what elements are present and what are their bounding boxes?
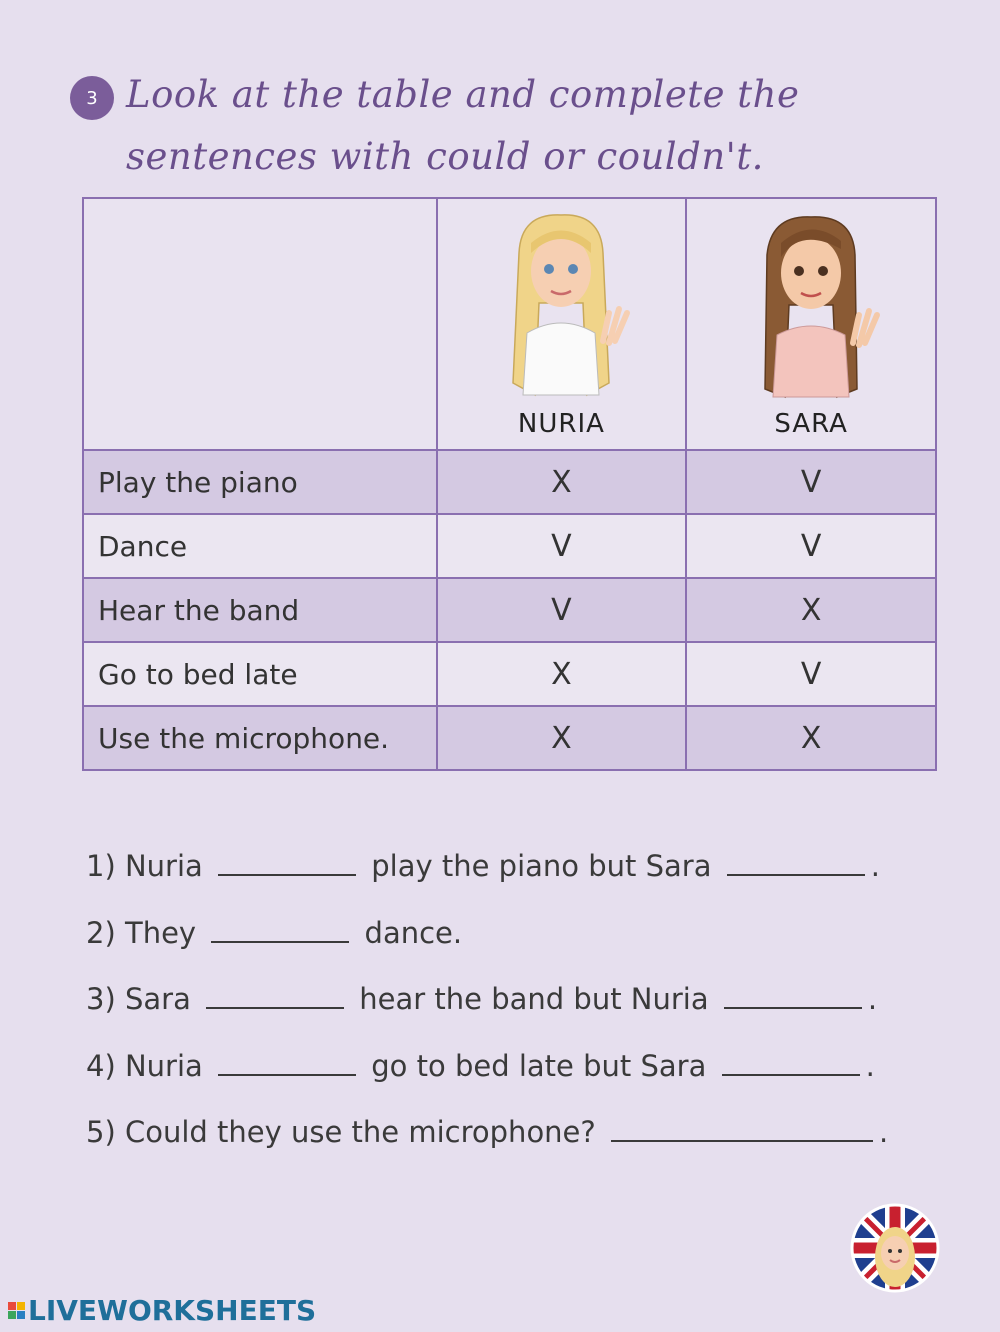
sara-mark: V bbox=[686, 514, 936, 578]
sentence-number: 2) bbox=[86, 915, 116, 950]
sentence-end: . bbox=[870, 849, 880, 883]
nuria-mark: V bbox=[437, 514, 687, 578]
empty-header-cell bbox=[83, 198, 437, 450]
sentence-text: go to bed late but Sara bbox=[371, 1048, 707, 1083]
uk-flag-avatar-badge bbox=[850, 1203, 940, 1293]
liveworksheets-logo[interactable] bbox=[8, 1294, 316, 1327]
sara-mark: V bbox=[686, 642, 936, 706]
sentence-item bbox=[86, 971, 946, 1038]
sentence-number: 3) bbox=[86, 982, 116, 1017]
activity-cell: Use the microphone. bbox=[83, 706, 437, 770]
sentence-text: Could they use the microphone? bbox=[124, 1115, 596, 1150]
answer-blank[interactable] bbox=[218, 848, 356, 876]
sentence-number: 1) bbox=[86, 849, 116, 883]
exercise-instruction: Look at the table and complete the sentences with could or couldn't. bbox=[126, 73, 800, 178]
nuria-avatar bbox=[491, 213, 631, 403]
sentence-item bbox=[86, 905, 946, 972]
nuria-name: NURIA bbox=[517, 409, 605, 439]
activity-cell: Play the piano bbox=[83, 450, 437, 514]
sentence-end: . bbox=[879, 1115, 889, 1150]
sentence-end: . bbox=[867, 982, 878, 1017]
sentence-text: dance. bbox=[364, 915, 463, 950]
answer-blank[interactable] bbox=[724, 981, 862, 1009]
sentence-item bbox=[86, 1104, 946, 1171]
nuria-mark: X bbox=[437, 450, 687, 514]
table-row bbox=[83, 514, 936, 578]
sara-mark: V bbox=[686, 450, 936, 514]
answer-blank[interactable] bbox=[206, 981, 344, 1009]
logo-text: LIVEWORKSHEETS bbox=[28, 1294, 317, 1327]
sentence-number: 5) bbox=[86, 1115, 116, 1150]
sentence-item bbox=[86, 838, 946, 905]
sentence-text: Nuria bbox=[124, 849, 203, 883]
sentence-text: hear the band but Nuria bbox=[359, 982, 709, 1017]
activity-cell: Dance bbox=[83, 514, 437, 578]
sentence-item bbox=[86, 1038, 946, 1105]
logo-square bbox=[17, 1302, 25, 1310]
answer-blank[interactable] bbox=[727, 848, 865, 876]
sentence-text: They bbox=[124, 915, 197, 950]
sentence-list bbox=[86, 838, 946, 1171]
table-row bbox=[83, 578, 936, 642]
table-row bbox=[83, 642, 936, 706]
sentence-end: . bbox=[865, 1048, 875, 1083]
answer-blank[interactable] bbox=[611, 1114, 873, 1142]
answer-blank[interactable] bbox=[211, 915, 349, 943]
logo-square bbox=[8, 1311, 16, 1319]
sentence-text: Sara bbox=[124, 982, 191, 1017]
sentence-text: play the piano but Sara bbox=[371, 849, 712, 883]
could-table bbox=[82, 197, 937, 771]
activity-cell: Go to bed late bbox=[83, 642, 437, 706]
nuria-header-cell bbox=[437, 198, 687, 450]
answer-blank[interactable] bbox=[218, 1048, 356, 1076]
exercise-number-badge: 3 bbox=[70, 76, 114, 120]
nuria-mark: X bbox=[437, 706, 687, 770]
table-header-row bbox=[83, 198, 936, 450]
sara-avatar bbox=[741, 213, 881, 403]
nuria-mark: X bbox=[437, 642, 687, 706]
sara-header-cell bbox=[686, 198, 936, 450]
sentence-text: Nuria bbox=[124, 1048, 203, 1083]
table-row bbox=[83, 706, 936, 770]
sara-mark: X bbox=[686, 706, 936, 770]
sara-name: SARA bbox=[774, 409, 848, 439]
sara-mark: X bbox=[686, 578, 936, 642]
nuria-mark: V bbox=[437, 578, 687, 642]
logo-square bbox=[17, 1311, 25, 1319]
table-row bbox=[83, 450, 936, 514]
logo-icon bbox=[8, 1302, 25, 1319]
activity-cell: Hear the band bbox=[83, 578, 437, 642]
sentence-number: 4) bbox=[86, 1048, 116, 1083]
answer-blank[interactable] bbox=[722, 1048, 860, 1076]
logo-square bbox=[8, 1302, 16, 1310]
